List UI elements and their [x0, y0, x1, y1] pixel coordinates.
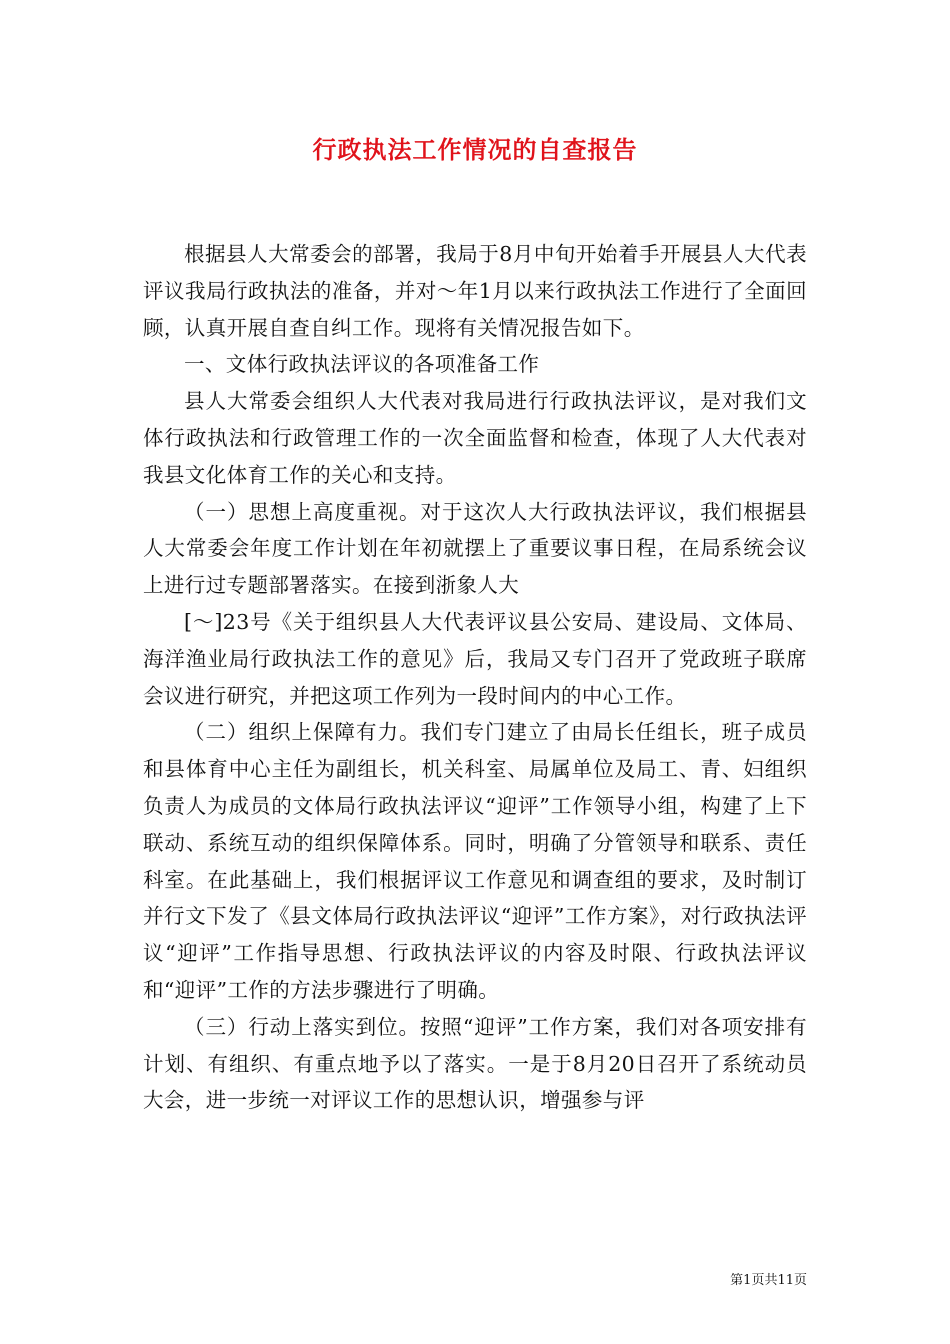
- paragraph-item-1-continued: [～]23号《关于组织县人大代表评议县公安局、建设局、文体局、海洋渔业局行政执法工作的意见》后，我局又专门召开了党政班子联席会议进行研究，并把这项工作列为一段时间内的中心工作。: [143, 609, 807, 708]
- paragraph-item-2: （二）组织上保障有力。我们专门建立了由局长任组长，班子成员和县体育中心主任为副组长，机关科室、局属单位及局工、青、妇组织负责人为成员的文体局行政执法评议“迎评”工作领导小组，构建了上下联动、系统互动的组织保障体系。同时，明确了分管领导和联系、责任科室。在此基础上，我们根据评议工作意见和调查组的要求，及时制订并行文下发了《县文体局行政执法评议“迎评”工作方案》，对行政执法评议“迎评”工作指导思想、行政执法评议的内容及时限、行政执法评议和“迎评”工作的方法步骤进行了明确。: [143, 720, 807, 1002]
- paragraph-item-3: （三）行动上落实到位。按照“迎评”工作方案，我们对各项安排有计划、有组织、有重点地予以了落实。一是于8月20日召开了系统动员大会，进一步统一对评议工作的思想认识，增强参与评: [143, 1014, 807, 1113]
- paragraph-item-1: （一）思想上高度重视。对于这次人大行政执法评议，我们根据县人大常委会年度工作计划在年初就摆上了重要议事日程，在局系统会议上进行过专题部署落实。在接到浙象人大: [143, 499, 807, 598]
- section-heading-1: 一、文体行政执法评议的各项准备工作: [184, 352, 540, 377]
- document-title: 行政执法工作情况的自查报告: [312, 135, 638, 164]
- paragraph-section-1-overview: 县人大常委会组织人大代表对我局进行行政执法评议，是对我们文体行政执法和行政管理工作的一次全面监督和检查，体现了人大代表对我县文化体育工作的关心和支持。: [143, 389, 807, 487]
- paragraph-intro: 根据县人大常委会的部署，我局于8月中旬开始着手开展县人大代表评议我局行政执法的准备，并对～年1月以来行政执法工作进行了全面回顾，认真开展自查自纠工作。现将有关情况报告如下。: [143, 242, 807, 340]
- page-number: 第1页共11页: [730, 1273, 807, 1288]
- document-body: [143, 236, 807, 1119]
